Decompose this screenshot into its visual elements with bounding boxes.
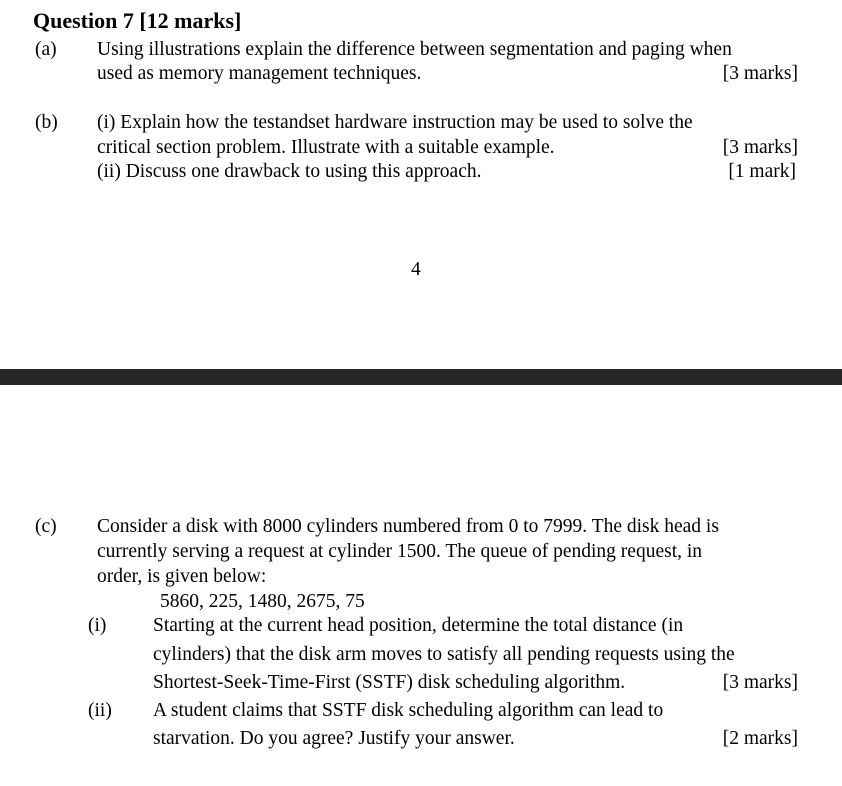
part-c-line-3: order, is given below:: [97, 566, 267, 587]
part-b-ii-marks: [1 mark]: [728, 161, 796, 182]
part-c-i-marks: [3 marks]: [722, 672, 798, 693]
part-c-ii-line-2: starvation. Do you agree? Justify your answer.: [153, 728, 515, 749]
part-a-line-2: used as memory management techniques.: [97, 63, 422, 84]
part-c-line-2: currently serving a request at cylinder 1500. The queue of pending request, in: [97, 541, 703, 562]
part-c-i-line-1: Starting at the current head position, determine the total distance (in: [153, 615, 684, 636]
part-a-marks: [3 marks]: [722, 63, 798, 84]
part-c-label: (c): [35, 516, 57, 537]
part-c-ii-marks: [2 marks]: [722, 728, 798, 749]
page-number: 4: [411, 259, 421, 280]
part-c-line-1: Consider a disk with 8000 cylinders numbered from 0 to 7999. The disk head is: [97, 516, 719, 537]
part-a-label: (a): [35, 39, 57, 60]
page-break-divider: [0, 369, 842, 385]
part-c-ii-line-1: A student claims that SSTF disk scheduling algorithm can lead to: [153, 700, 664, 721]
part-c-i-label: (i): [88, 615, 107, 636]
question-title: Question 7 [12 marks]: [33, 8, 242, 33]
part-c-i-line-2: cylinders) that the disk arm moves to satisfy all pending requests using the: [153, 644, 735, 665]
part-a-line-1: Using illustrations explain the difference between segmentation and paging when: [97, 39, 732, 60]
part-c-i-line-3: Shortest-Seek-Time-First (SSTF) disk scheduling algorithm.: [153, 672, 626, 693]
part-b-ii-line: (ii) Discuss one drawback to using this approach.: [97, 161, 482, 182]
part-c-ii-label: (ii): [88, 700, 112, 721]
request-queue: 5860, 225, 1480, 2675, 75: [160, 591, 365, 612]
part-b-i-line-1: (i) Explain how the testandset hardware instruction may be used to solve the: [97, 112, 693, 133]
part-b-label: (b): [35, 112, 58, 133]
part-b-i-marks: [3 marks]: [722, 137, 798, 158]
part-b-i-line-2: critical section problem. Illustrate with a suitable example.: [97, 137, 555, 158]
